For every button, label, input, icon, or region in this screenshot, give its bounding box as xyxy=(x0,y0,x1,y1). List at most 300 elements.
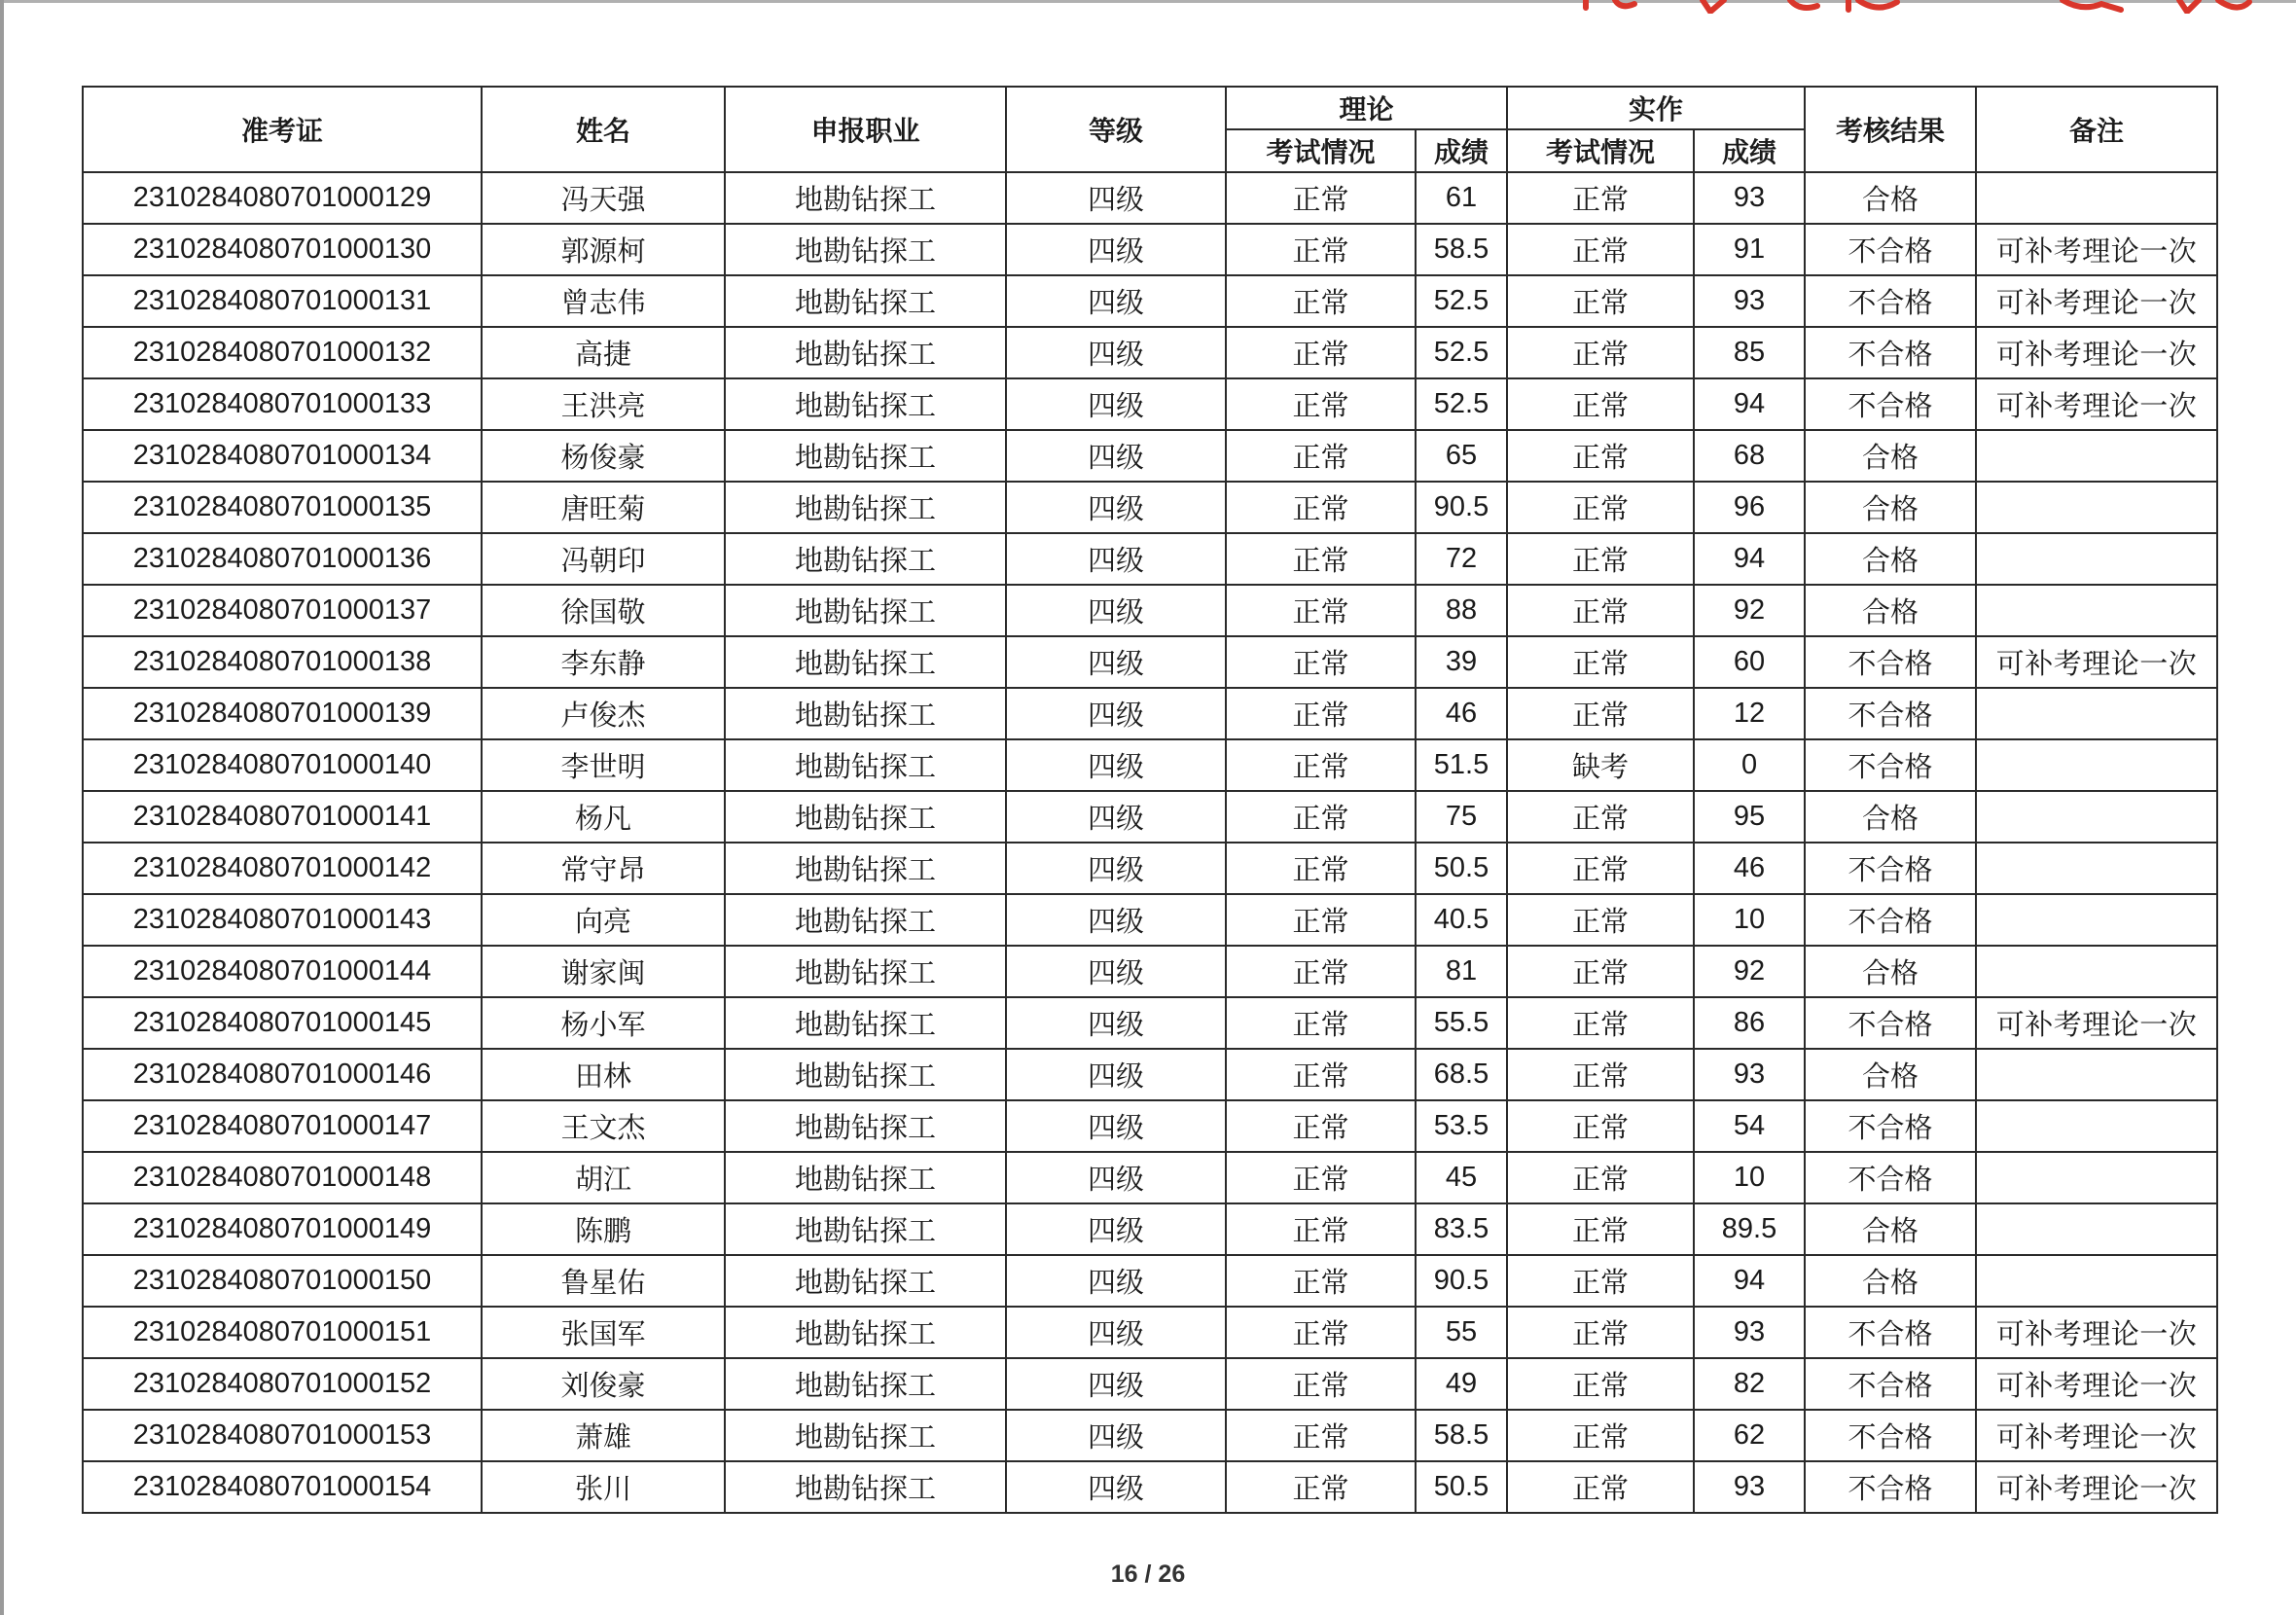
table-body xyxy=(83,172,2217,1513)
result-cell: 合格 xyxy=(1805,482,1976,533)
occupation-cell: 地勘钻探工 xyxy=(725,1255,1006,1307)
table-row xyxy=(83,1410,2217,1461)
practical-score-cell: 86 xyxy=(1694,997,1805,1049)
table-row xyxy=(83,1358,2217,1410)
level-cell: 四级 xyxy=(1006,533,1226,585)
occupation-cell: 地勘钻探工 xyxy=(725,791,1006,843)
practical-score-cell: 94 xyxy=(1694,533,1805,585)
theory-status-cell: 正常 xyxy=(1226,688,1416,739)
occupation-cell: 地勘钻探工 xyxy=(725,585,1006,636)
level-cell: 四级 xyxy=(1006,688,1226,739)
result-cell: 合格 xyxy=(1805,946,1976,997)
name-cell: 张川 xyxy=(482,1461,725,1513)
occupation-cell: 地勘钻探工 xyxy=(725,1461,1006,1513)
theory-status-cell: 正常 xyxy=(1226,1461,1416,1513)
admission-no-cell: 2310284080701000132 xyxy=(83,327,482,378)
theory-score-cell: 55 xyxy=(1416,1307,1507,1358)
practical-score-cell: 10 xyxy=(1694,1152,1805,1203)
practical-score-cell: 94 xyxy=(1694,1255,1805,1307)
header-admission-no: 准考证 xyxy=(83,87,482,172)
theory-status-cell: 正常 xyxy=(1226,997,1416,1049)
theory-score-cell: 68.5 xyxy=(1416,1049,1507,1100)
practical-score-cell: 96 xyxy=(1694,482,1805,533)
admission-no-cell: 2310284080701000152 xyxy=(83,1358,482,1410)
practical-score-cell: 12 xyxy=(1694,688,1805,739)
page-number: 16 / 26 xyxy=(1110,1561,1186,1588)
occupation-cell: 地勘钻探工 xyxy=(725,1358,1006,1410)
name-cell: 张国军 xyxy=(482,1307,725,1358)
result-cell: 不合格 xyxy=(1805,1410,1976,1461)
result-cell: 合格 xyxy=(1805,585,1976,636)
admission-no-cell: 2310284080701000151 xyxy=(83,1307,482,1358)
theory-score-cell: 61 xyxy=(1416,172,1507,224)
result-cell: 合格 xyxy=(1805,1049,1976,1100)
admission-no-cell: 2310284080701000144 xyxy=(83,946,482,997)
table-row xyxy=(83,1203,2217,1255)
theory-score-cell: 51.5 xyxy=(1416,739,1507,791)
practical-score-cell: 92 xyxy=(1694,946,1805,997)
theory-score-cell: 90.5 xyxy=(1416,1255,1507,1307)
result-cell: 不合格 xyxy=(1805,636,1976,688)
result-cell: 不合格 xyxy=(1805,224,1976,275)
practical-score-cell: 94 xyxy=(1694,378,1805,430)
occupation-cell: 地勘钻探工 xyxy=(725,533,1006,585)
theory-score-cell: 49 xyxy=(1416,1358,1507,1410)
practical-status-cell: 缺考 xyxy=(1507,739,1694,791)
theory-score-cell: 52.5 xyxy=(1416,378,1507,430)
level-cell: 四级 xyxy=(1006,378,1226,430)
theory-status-cell: 正常 xyxy=(1226,327,1416,378)
occupation-cell: 地勘钻探工 xyxy=(725,1049,1006,1100)
remark-cell xyxy=(1976,843,2217,894)
practical-status-cell: 正常 xyxy=(1507,1410,1694,1461)
table-row xyxy=(83,1049,2217,1100)
table-row xyxy=(83,327,2217,378)
result-cell: 不合格 xyxy=(1805,1461,1976,1513)
level-cell: 四级 xyxy=(1006,1255,1226,1307)
occupation-cell: 地勘钻探工 xyxy=(725,327,1006,378)
occupation-cell: 地勘钻探工 xyxy=(725,1152,1006,1203)
admission-no-cell: 2310284080701000129 xyxy=(83,172,482,224)
practical-status-cell: 正常 xyxy=(1507,533,1694,585)
theory-status-cell: 正常 xyxy=(1226,533,1416,585)
table-row xyxy=(83,1307,2217,1358)
header-row-top xyxy=(83,87,2217,129)
name-cell: 向亮 xyxy=(482,894,725,946)
practical-status-cell: 正常 xyxy=(1507,172,1694,224)
remark-cell: 可补考理论一次 xyxy=(1976,1307,2217,1358)
remark-cell: 可补考理论一次 xyxy=(1976,224,2217,275)
admission-no-cell: 2310284080701000145 xyxy=(83,997,482,1049)
theory-status-cell: 正常 xyxy=(1226,1203,1416,1255)
practical-score-cell: 46 xyxy=(1694,843,1805,894)
theory-score-cell: 46 xyxy=(1416,688,1507,739)
theory-score-cell: 58.5 xyxy=(1416,224,1507,275)
table-row xyxy=(83,172,2217,224)
name-cell: 卢俊杰 xyxy=(482,688,725,739)
admission-no-cell: 2310284080701000142 xyxy=(83,843,482,894)
result-cell: 合格 xyxy=(1805,791,1976,843)
theory-status-cell: 正常 xyxy=(1226,224,1416,275)
result-cell: 不合格 xyxy=(1805,1358,1976,1410)
practical-score-cell: 93 xyxy=(1694,1307,1805,1358)
level-cell: 四级 xyxy=(1006,946,1226,997)
practical-score-cell: 0 xyxy=(1694,739,1805,791)
theory-status-cell: 正常 xyxy=(1226,1049,1416,1100)
remark-cell xyxy=(1976,739,2217,791)
table-row xyxy=(83,1152,2217,1203)
remark-cell xyxy=(1976,533,2217,585)
practical-status-cell: 正常 xyxy=(1507,585,1694,636)
remark-cell: 可补考理论一次 xyxy=(1976,275,2217,327)
red-seal-stamp-fragment xyxy=(1557,0,2257,14)
practical-score-cell: 68 xyxy=(1694,430,1805,482)
result-cell: 不合格 xyxy=(1805,275,1976,327)
result-cell: 合格 xyxy=(1805,1255,1976,1307)
table-row xyxy=(83,482,2217,533)
name-cell: 陈鹏 xyxy=(482,1203,725,1255)
theory-score-cell: 45 xyxy=(1416,1152,1507,1203)
name-cell: 王洪亮 xyxy=(482,378,725,430)
occupation-cell: 地勘钻探工 xyxy=(725,1410,1006,1461)
admission-no-cell: 2310284080701000131 xyxy=(83,275,482,327)
occupation-cell: 地勘钻探工 xyxy=(725,224,1006,275)
occupation-cell: 地勘钻探工 xyxy=(725,636,1006,688)
practical-status-cell: 正常 xyxy=(1507,1307,1694,1358)
admission-no-cell: 2310284080701000135 xyxy=(83,482,482,533)
remark-cell xyxy=(1976,1049,2217,1100)
theory-score-cell: 50.5 xyxy=(1416,843,1507,894)
name-cell: 曾志伟 xyxy=(482,275,725,327)
theory-status-cell: 正常 xyxy=(1226,946,1416,997)
name-cell: 萧雄 xyxy=(482,1410,725,1461)
table-row xyxy=(83,791,2217,843)
level-cell: 四级 xyxy=(1006,636,1226,688)
theory-status-cell: 正常 xyxy=(1226,894,1416,946)
admission-no-cell: 2310284080701000154 xyxy=(83,1461,482,1513)
practical-score-cell: 93 xyxy=(1694,1461,1805,1513)
level-cell: 四级 xyxy=(1006,327,1226,378)
occupation-cell: 地勘钻探工 xyxy=(725,482,1006,533)
remark-cell: 可补考理论一次 xyxy=(1976,327,2217,378)
name-cell: 冯天强 xyxy=(482,172,725,224)
occupation-cell: 地勘钻探工 xyxy=(725,275,1006,327)
remark-cell xyxy=(1976,946,2217,997)
admission-no-cell: 2310284080701000150 xyxy=(83,1255,482,1307)
header-theory-status: 考试情况 xyxy=(1226,129,1416,172)
header-name: 姓名 xyxy=(482,87,725,172)
theory-score-cell: 72 xyxy=(1416,533,1507,585)
practical-status-cell: 正常 xyxy=(1507,1461,1694,1513)
level-cell: 四级 xyxy=(1006,275,1226,327)
result-cell: 不合格 xyxy=(1805,1152,1976,1203)
remark-cell xyxy=(1976,688,2217,739)
level-cell: 四级 xyxy=(1006,1410,1226,1461)
theory-score-cell: 55.5 xyxy=(1416,997,1507,1049)
name-cell: 杨小军 xyxy=(482,997,725,1049)
admission-no-cell: 2310284080701000138 xyxy=(83,636,482,688)
level-cell: 四级 xyxy=(1006,585,1226,636)
result-cell: 合格 xyxy=(1805,533,1976,585)
remark-cell xyxy=(1976,172,2217,224)
practical-status-cell: 正常 xyxy=(1507,1203,1694,1255)
admission-no-cell: 2310284080701000140 xyxy=(83,739,482,791)
practical-status-cell: 正常 xyxy=(1507,275,1694,327)
level-cell: 四级 xyxy=(1006,482,1226,533)
theory-score-cell: 75 xyxy=(1416,791,1507,843)
result-cell: 合格 xyxy=(1805,430,1976,482)
remark-cell xyxy=(1976,585,2217,636)
table-row xyxy=(83,533,2217,585)
remark-cell: 可补考理论一次 xyxy=(1976,636,2217,688)
name-cell: 高捷 xyxy=(482,327,725,378)
name-cell: 鲁星佑 xyxy=(482,1255,725,1307)
theory-status-cell: 正常 xyxy=(1226,585,1416,636)
theory-score-cell: 88 xyxy=(1416,585,1507,636)
result-cell: 不合格 xyxy=(1805,997,1976,1049)
table-row xyxy=(83,1100,2217,1152)
result-cell: 不合格 xyxy=(1805,739,1976,791)
table-row xyxy=(83,843,2217,894)
admission-no-cell: 2310284080701000137 xyxy=(83,585,482,636)
header-level: 等级 xyxy=(1006,87,1226,172)
admission-no-cell: 2310284080701000136 xyxy=(83,533,482,585)
result-cell: 不合格 xyxy=(1805,688,1976,739)
practical-status-cell: 正常 xyxy=(1507,1152,1694,1203)
name-cell: 唐旺菊 xyxy=(482,482,725,533)
remark-cell xyxy=(1976,482,2217,533)
level-cell: 四级 xyxy=(1006,224,1226,275)
table-row xyxy=(83,636,2217,688)
table-row xyxy=(83,739,2217,791)
occupation-cell: 地勘钻探工 xyxy=(725,997,1006,1049)
result-cell: 不合格 xyxy=(1805,894,1976,946)
practical-status-cell: 正常 xyxy=(1507,1255,1694,1307)
level-cell: 四级 xyxy=(1006,894,1226,946)
admission-no-cell: 2310284080701000139 xyxy=(83,688,482,739)
remark-cell: 可补考理论一次 xyxy=(1976,1358,2217,1410)
name-cell: 冯朝印 xyxy=(482,533,725,585)
remark-cell xyxy=(1976,1203,2217,1255)
admission-no-cell: 2310284080701000149 xyxy=(83,1203,482,1255)
practical-status-cell: 正常 xyxy=(1507,482,1694,533)
practical-score-cell: 92 xyxy=(1694,585,1805,636)
theory-status-cell: 正常 xyxy=(1226,739,1416,791)
result-cell: 合格 xyxy=(1805,1203,1976,1255)
theory-score-cell: 40.5 xyxy=(1416,894,1507,946)
theory-score-cell: 58.5 xyxy=(1416,1410,1507,1461)
table-row xyxy=(83,946,2217,997)
name-cell: 李世明 xyxy=(482,739,725,791)
practical-score-cell: 54 xyxy=(1694,1100,1805,1152)
theory-status-cell: 正常 xyxy=(1226,1358,1416,1410)
theory-status-cell: 正常 xyxy=(1226,172,1416,224)
practical-status-cell: 正常 xyxy=(1507,378,1694,430)
practical-score-cell: 95 xyxy=(1694,791,1805,843)
table-row xyxy=(83,224,2217,275)
practical-score-cell: 89.5 xyxy=(1694,1203,1805,1255)
occupation-cell: 地勘钻探工 xyxy=(725,894,1006,946)
theory-score-cell: 65 xyxy=(1416,430,1507,482)
occupation-cell: 地勘钻探工 xyxy=(725,1100,1006,1152)
remark-cell xyxy=(1976,430,2217,482)
occupation-cell: 地勘钻探工 xyxy=(725,946,1006,997)
result-cell: 不合格 xyxy=(1805,378,1976,430)
theory-status-cell: 正常 xyxy=(1226,482,1416,533)
practical-score-cell: 93 xyxy=(1694,275,1805,327)
admission-no-cell: 2310284080701000133 xyxy=(83,378,482,430)
header-result: 考核结果 xyxy=(1805,87,1976,172)
practical-score-cell: 93 xyxy=(1694,1049,1805,1100)
exam-results-table xyxy=(82,86,2218,1514)
result-cell: 不合格 xyxy=(1805,1100,1976,1152)
level-cell: 四级 xyxy=(1006,739,1226,791)
practical-score-cell: 85 xyxy=(1694,327,1805,378)
practical-status-cell: 正常 xyxy=(1507,224,1694,275)
admission-no-cell: 2310284080701000130 xyxy=(83,224,482,275)
result-cell: 不合格 xyxy=(1805,1307,1976,1358)
theory-score-cell: 83.5 xyxy=(1416,1203,1507,1255)
admission-no-cell: 2310284080701000153 xyxy=(83,1410,482,1461)
practical-status-cell: 正常 xyxy=(1507,1358,1694,1410)
table-row xyxy=(83,997,2217,1049)
theory-status-cell: 正常 xyxy=(1226,1255,1416,1307)
remark-cell: 可补考理论一次 xyxy=(1976,997,2217,1049)
name-cell: 谢家闽 xyxy=(482,946,725,997)
header-practical-score: 成绩 xyxy=(1694,129,1805,172)
name-cell: 常守昂 xyxy=(482,843,725,894)
theory-status-cell: 正常 xyxy=(1226,378,1416,430)
practical-score-cell: 91 xyxy=(1694,224,1805,275)
theory-status-cell: 正常 xyxy=(1226,1152,1416,1203)
level-cell: 四级 xyxy=(1006,430,1226,482)
table-row xyxy=(83,430,2217,482)
remark-cell: 可补考理论一次 xyxy=(1976,1410,2217,1461)
table-row xyxy=(83,1461,2217,1513)
practical-score-cell: 62 xyxy=(1694,1410,1805,1461)
occupation-cell: 地勘钻探工 xyxy=(725,172,1006,224)
theory-score-cell: 52.5 xyxy=(1416,275,1507,327)
theory-status-cell: 正常 xyxy=(1226,1307,1416,1358)
theory-score-cell: 90.5 xyxy=(1416,482,1507,533)
occupation-cell: 地勘钻探工 xyxy=(725,843,1006,894)
theory-status-cell: 正常 xyxy=(1226,275,1416,327)
table-row xyxy=(83,894,2217,946)
theory-score-cell: 81 xyxy=(1416,946,1507,997)
name-cell: 田林 xyxy=(482,1049,725,1100)
name-cell: 胡江 xyxy=(482,1152,725,1203)
practical-status-cell: 正常 xyxy=(1507,688,1694,739)
table-row xyxy=(83,275,2217,327)
admission-no-cell: 2310284080701000143 xyxy=(83,894,482,946)
practical-score-cell: 82 xyxy=(1694,1358,1805,1410)
level-cell: 四级 xyxy=(1006,997,1226,1049)
practical-score-cell: 10 xyxy=(1694,894,1805,946)
admission-no-cell: 2310284080701000141 xyxy=(83,791,482,843)
name-cell: 郭源柯 xyxy=(482,224,725,275)
table-header xyxy=(83,87,2217,172)
occupation-cell: 地勘钻探工 xyxy=(725,1307,1006,1358)
admission-no-cell: 2310284080701000148 xyxy=(83,1152,482,1203)
theory-status-cell: 正常 xyxy=(1226,636,1416,688)
name-cell: 杨俊豪 xyxy=(482,430,725,482)
header-occupation: 申报职业 xyxy=(725,87,1006,172)
practical-score-cell: 93 xyxy=(1694,172,1805,224)
level-cell: 四级 xyxy=(1006,1049,1226,1100)
level-cell: 四级 xyxy=(1006,1358,1226,1410)
practical-status-cell: 正常 xyxy=(1507,894,1694,946)
header-practical: 实作 xyxy=(1507,87,1805,129)
table-row xyxy=(83,688,2217,739)
remark-cell xyxy=(1976,1152,2217,1203)
header-theory: 理论 xyxy=(1226,87,1507,129)
level-cell: 四级 xyxy=(1006,1100,1226,1152)
practical-status-cell: 正常 xyxy=(1507,791,1694,843)
practical-status-cell: 正常 xyxy=(1507,636,1694,688)
result-cell: 不合格 xyxy=(1805,327,1976,378)
name-cell: 李东静 xyxy=(482,636,725,688)
practical-status-cell: 正常 xyxy=(1507,1100,1694,1152)
practical-status-cell: 正常 xyxy=(1507,430,1694,482)
occupation-cell: 地勘钻探工 xyxy=(725,739,1006,791)
practical-status-cell: 正常 xyxy=(1507,1049,1694,1100)
admission-no-cell: 2310284080701000147 xyxy=(83,1100,482,1152)
remark-cell xyxy=(1976,1255,2217,1307)
level-cell: 四级 xyxy=(1006,1152,1226,1203)
theory-status-cell: 正常 xyxy=(1226,1410,1416,1461)
name-cell: 徐国敬 xyxy=(482,585,725,636)
practical-status-cell: 正常 xyxy=(1507,327,1694,378)
admission-no-cell: 2310284080701000146 xyxy=(83,1049,482,1100)
theory-status-cell: 正常 xyxy=(1226,430,1416,482)
theory-status-cell: 正常 xyxy=(1226,843,1416,894)
occupation-cell: 地勘钻探工 xyxy=(725,688,1006,739)
theory-score-cell: 52.5 xyxy=(1416,327,1507,378)
level-cell: 四级 xyxy=(1006,172,1226,224)
level-cell: 四级 xyxy=(1006,1203,1226,1255)
theory-score-cell: 53.5 xyxy=(1416,1100,1507,1152)
table-row xyxy=(83,1255,2217,1307)
table-row xyxy=(83,585,2217,636)
admission-no-cell: 2310284080701000134 xyxy=(83,430,482,482)
occupation-cell: 地勘钻探工 xyxy=(725,378,1006,430)
result-cell: 不合格 xyxy=(1805,843,1976,894)
level-cell: 四级 xyxy=(1006,791,1226,843)
name-cell: 王文杰 xyxy=(482,1100,725,1152)
header-theory-score: 成绩 xyxy=(1416,129,1507,172)
remark-cell: 可补考理论一次 xyxy=(1976,378,2217,430)
practical-score-cell: 60 xyxy=(1694,636,1805,688)
level-cell: 四级 xyxy=(1006,1307,1226,1358)
header-practical-status: 考试情况 xyxy=(1507,129,1694,172)
result-cell: 合格 xyxy=(1805,172,1976,224)
header-remarks: 备注 xyxy=(1976,87,2217,172)
practical-status-cell: 正常 xyxy=(1507,997,1694,1049)
theory-status-cell: 正常 xyxy=(1226,1100,1416,1152)
theory-score-cell: 50.5 xyxy=(1416,1461,1507,1513)
level-cell: 四级 xyxy=(1006,843,1226,894)
page-left-edge xyxy=(0,0,4,1615)
remark-cell xyxy=(1976,791,2217,843)
remark-cell xyxy=(1976,894,2217,946)
remark-cell: 可补考理论一次 xyxy=(1976,1461,2217,1513)
occupation-cell: 地勘钻探工 xyxy=(725,1203,1006,1255)
theory-status-cell: 正常 xyxy=(1226,791,1416,843)
practical-status-cell: 正常 xyxy=(1507,946,1694,997)
level-cell: 四级 xyxy=(1006,1461,1226,1513)
name-cell: 刘俊豪 xyxy=(482,1358,725,1410)
practical-status-cell: 正常 xyxy=(1507,843,1694,894)
